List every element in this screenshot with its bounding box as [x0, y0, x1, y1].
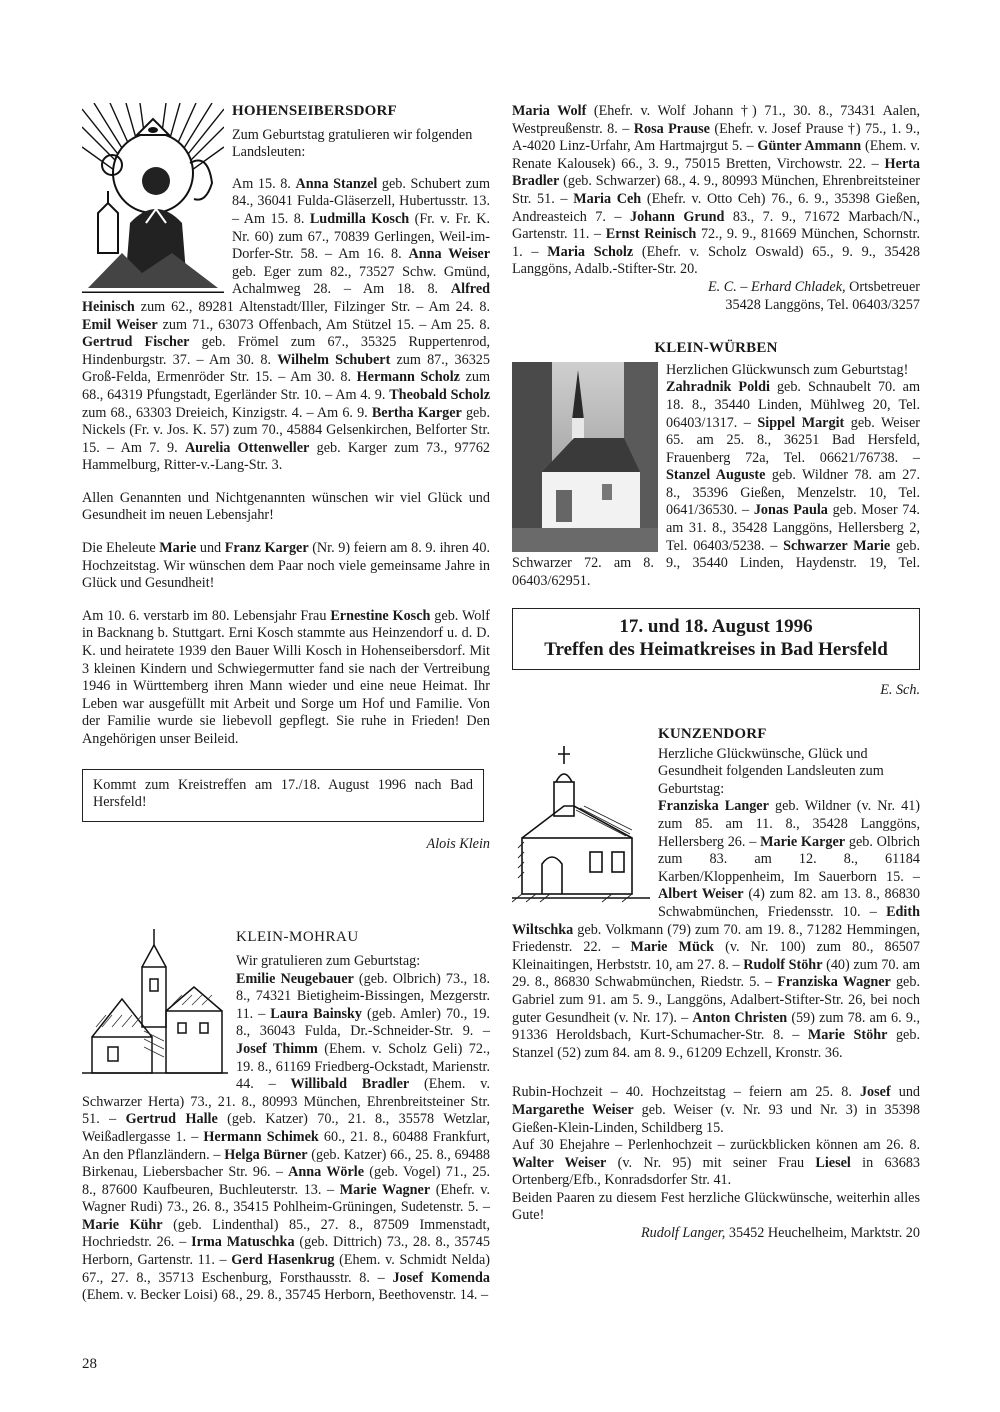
section-title-kunzendorf: KUNZENDORF: [658, 726, 767, 743]
klein-mohrau-birthday-list-continued: Maria Wolf (Ehefr. v. Wolf Johann †) 71., 30. 8., 73431 Aalen, Westpreußenstr. 8. – Rosa Prause (Ehefr. v. Josef Prause †) 75., 1. 9., A-4020 Linz-Urfahr, Am Hartmajrgut 5. – Günter Ammann (Ehem. v. Renate Kalousek) 66., 3. 9., 75015 Bretten, Virchowstr. 22. – Herta Bradler (geb. Schwarzer) 68., 4. 9., 80993 München, Ehrenbreitsteiner Str. 51. – Maria Ceh (Ehefr. v. Otto Ceh) 76., 6. 9., 35398 Gießen, Andreasteich 7. – Johann Grund 83., 7. 9., 71672 Marbach/N., Gartenstr. 11. – Ernst Reinisch 72., 9. 9., 81669 München, Schornstr. 1. – Maria Scholz (Ehefr. v. Scholz Oswald) 65., 9. 9., 35428 Langgöns, Adalb.-Stifter-Str. 20.: [512, 103, 920, 278]
person-name: Marie Stöhr: [807, 1027, 888, 1044]
person-name: Albert Weiser: [658, 886, 744, 903]
person-name: Johann Grund: [629, 208, 725, 225]
klein-mohrau-village-drawing: [82, 927, 228, 1079]
person-name: Herta Bradler: [512, 155, 920, 190]
person-name: Franz Karger: [224, 540, 309, 557]
person-name: Liesel: [815, 1154, 851, 1171]
page-number: 28: [82, 1356, 97, 1372]
hohenseibersdorf-wishes: Allen Genannten und Nichtgenannten wünschen wir viel Glück und Gesundheit im neuen Lebensjahr!: [82, 489, 490, 524]
klein-wuerben-birthday-list: Zahradnik Poldi geb. Schnaubelt 70. am 18. 8., 35440 Linden, Mühlweg 20, Tel. 06403/1317. – Sippel Margit geb. Weiser 65. am 25. 8., 36251 Bad Hersfeld, Frauenberg 72a, Tel. 06621/76738. – Stanzel Auguste geb. Wildner 78. am 27. 8., 35396 Gießen, Menzelstr. 10, Tel. 0641/36530. – Jonas Paula geb. Moser 74. am 31. 8., 35428 Langgöns, Hellersberg 2, Tel. 06403/5238. – Schwarzer Marie geb. Schwarzer 72. am 8. 9., 35440 Linden, Haydenstr. 19, Tel. 06403/62951.: [512, 379, 920, 589]
person-name: Helga Bürner: [224, 1146, 308, 1163]
right-column: Maria Wolf (Ehefr. v. Wolf Johann †) 71., 30. 8., 73431 Aalen, Westpreußenstr. 8. – Rosa Prause (Ehefr. v. Josef Prause †) 75., 1. 9., A-4020 Linz-Urfahr, Am Hartmajrgut 5. – Günter Ammann (Ehem. v. Renate Kalousek) 66., 3. 9., 75015 Bretten, Virchowstr. 22. – Herta Bradler (geb. Schwarzer) 68., 4. 9., 80993 München, Ehrenbreitsteiner Str. 51. – Maria Ceh (Ehefr. v. Otto Ceh) 76., 6. 9., 35398 Gießen, Andreasteich 7. – Johann Grund 83., 7. 9., 71672 Marbach/N., Gartenstr. 11. – Ernst Reinisch 72., 9. 9., 81669 München, Schornstr. 1. – Maria Scholz (Ehefr. v. Scholz Oswald) 65., 9. 9., 35428 Langgöns, Adalb.-Stifter-Str. 20. E. C. – Erhard Chladek, Ortsbetreuer 35428 Langgöns, Tel. 06403/3257 KLEIN-WÜRBEN Herzlichen Glückwunsch zum Geburtstag! Zahradnik Poldi geb. Schnaubelt 70. am 18. 8., 35440 Linden, Mühlweg 20, Tel. 06403/1317. – Sippel Margit geb. Weiser 65. am 25. 8., 36251 Bad Hersfeld, Frauenberg 72a, Tel. 06621/76738. – Stanzel Auguste geb. Wildner 78. am 27. 8., 35396 Gießen, Menzelstr. 10, Tel. 0641/36530. – Jonas Paula geb. Moser 74. am 31. 8., 35428 Langgöns, Hellersberg 2, Tel. 06403/5238. – Schwarzer Marie geb. Schwarzer 72. am 8. 9., 35440 Linden, Haydenstr. 19, Tel. 06403/62951. 17. und 18. August 1996 Treffen des Heimatkreises in Bad Hersfeld E. Sch. KUNZENDORF Herzliche Glückwünsche, Glück und Gesundheit folgenden Landsleuten zum Geburtstag: Franziska Langer geb. Wildner (v. Nr. 41) zum 85. am 11. 8., 35428 Langgöns, Hellersberg 26. – Marie Karger geb. Olbrich zum 83. am 12. 8., 61184 Karben/Kloppenheim, Im Sauerborn 15. – Albert Weiser (4) zum 82. am 13. 8., 86830 Schwabmünchen, Friedensstr. 10. – Edith Wiltschka geb. Volkmann (79) zum 70. am 19. 8., 71282 Hemmingen, Friedenstr. 22. – Marie Mück (v. Nr. 100) zum 80., 86507 Kleinaitingen, Herbststr. 10, am 27. 8. – Rudolf Stöhr (40) zum 70. am 29. 8., 86830 Schwabmünchen, Riedstr. 5. – Franziska Wagner geb. Gabriel zum 91. am 5. 9., Langgöns, Adalbert-Stifter-Str. 26, bei noch guter Gesundheit (v. Nr. 17). – Anton Christen (59) zum 78. am 6. 9., 91336 Heroldsbach, Kurt-Schumacher-Str. 8. – Marie Stöhr geb. Stanzel (52) zum 84. am 8. 9., 61209 Echzell, Kronstr. 36. Rubin-Hochzeit – 40. Hochzeitstag – feiern am 25. 8. Josef und Margarethe Weiser geb. Weiser (v. Nr. 93 und Nr. 3) in 35398 Gießen-Klein-Linden, Schildberg 15. Auf 30 Ehejahre – Perlenhochzeit – zurückblicken können am 26. 8. Walter Weiser (v. Nr. 95) mit seiner Frau Liesel in 63683 Ortenberg/Efb., Konradsdorfer Str. 41. Beiden Paaren zu diesem Fest herzliche Glückwünsche, weiterhin alles Gute! Rudolf Langer, 35452 Heuchelheim, Marktstr. 20: [512, 103, 921, 1242]
person-name: Marie: [159, 540, 197, 557]
person-name: Zahradnik Poldi: [666, 379, 770, 396]
person-name: Rudolf Stöhr: [743, 956, 823, 973]
person-name: Franziska Wagner: [777, 974, 891, 991]
person-name: Maria Ceh: [573, 190, 642, 207]
person-name: Schwarzer Marie: [783, 537, 891, 554]
person-name: Emilie Neugebauer: [236, 970, 354, 987]
person-name: Maria Wolf: [512, 103, 587, 119]
person-name: Rosa Prause: [633, 120, 710, 137]
event-title: Treffen des Heimatkreises in Bad Hersfeld: [544, 639, 888, 661]
person-name: Marie Wagner: [339, 1181, 431, 1198]
person-name: Sippel Margit: [757, 414, 845, 431]
hohenseibersdorf-greeting: Zum Geburtstag gratulieren wir folgenden Landsleuten:: [232, 126, 473, 161]
heimatkreis-event-box: [512, 608, 920, 670]
kunzendorf-greeting: Herzliche Glückwünsche, Glück und Gesundheit folgenden Landsleuten zum Geburtstag:: [658, 745, 884, 797]
klein-mohrau-birthday-list: Emilie Neugebauer (geb. Olbrich) 73., 18. 8., 74321 Bietigheim-Bissingen, Mezgerstr. 11. – Laura Bainsky (geb. Amler) 70., 19. 8., 36043 Fulda, Dr.-Schneider-Str. 9. – Josef Thimm (Ehem. v. Scholz Geli) 72., 19. 8., 61169 Friedberg-Ockstadt, Marienstr. 44. – Willibald Bradler (Ehem. v. Schwarzer Herta) 73., 21. 8., 80993 München, Ehrenbreitsteiner Str. 51. – Gertrud Halle (geb. Katzer) 70., 21. 8., 35578 Wetzlar, Weißadlergasse 1. – Hermann Schimek 60., 21. 8., 60488 Frankfurt, An den Pflanzländern. – Helga Bürner (geb. Katzer) 66., 25. 8., 69488 Birkenau, Liebersbacher Str. 96. – Anna Wörle (geb. Vogel) 71., 25. 8., 87600 Kaufbeuren, Buchleuterstr. 13. – Marie Wagner (Ehefr. v. Wagner Rudi) 73., 26. 8., 35415 Pohlheim-Grüningen, Sudetenstr. 5. – Marie Kühr (geb. Lindenthal) 85., 27. 8., 87509 Immenstadt, Hochriedstr. 26. – Irma Matuschka (geb. Dittrich) 73., 28. 8., 35745 Herborn, Gartenstr. 11. – Gerd Hasenkrug (Ehem. v. Schmidt Nelda) 67., 27. 8., 35713 Eschenburg, Forsthausstr. 8. – Josef Komenda (Ehem. v. Becker Loisi) 68., 29. 8., 35745 Herborn, Beethovenstr. 14. –: [82, 970, 491, 1304]
person-name: Josef: [859, 1084, 891, 1101]
signature-e-sch: E. Sch.: [880, 682, 920, 699]
person-name: Gertrud Fischer: [82, 334, 190, 351]
person-name: Alfred Heinisch: [82, 281, 491, 315]
klein-wuerben-chapel-photo: [512, 362, 658, 552]
person-name: Willibald Bradler: [290, 1076, 410, 1093]
person-name: Josef Thimm: [236, 1040, 318, 1057]
person-name: Hermann Scholz: [356, 369, 460, 386]
person-name: Irma Matuschka: [191, 1234, 295, 1251]
signature-alois-klein: Alois Klein: [426, 835, 490, 852]
person-name: Franziska Langer: [658, 798, 769, 815]
pearl-wedding-notice: Auf 30 Ehejahre – Perlenhochzeit – zurückblicken können am 26. 8. Walter Weiser (v. Nr. 95) mit seiner Frau Liesel in 63683 Ortenberg/Efb., Konradsdorfer Str. 41.: [512, 1137, 921, 1189]
person-name: Anna Stanzel: [295, 175, 378, 192]
event-date: 17. und 18. August 1996: [619, 616, 813, 638]
person-name: Aurelia Ottenweller: [184, 439, 310, 456]
person-name: Theobald Scholz: [389, 386, 490, 403]
section-title-klein-mohrau: KLEIN-MOHRAU: [236, 929, 359, 946]
person-name: Anna Wörle: [288, 1164, 365, 1181]
person-name: Anton Christen: [692, 1009, 788, 1026]
person-name: Margarethe Weiser: [512, 1101, 634, 1118]
obituary: Am 10. 6. verstarb im 80. Lebensjahr Frau Ernestine Kosch geb. Wolf in Backnang b. Stuttgart. Erni Kosch stammte aus Heinzendorf u. d. D. K. und heiratete 1939 den Bauer Willi Kosch in Hohenseibersdorf. Mit 3 kleinen Kindern und Schwiegermutter fand sie nach der Vertreibung 1946 in Württemberg ihren Mann wieder und eine neue Heimat. Ihr Leben war ausgefüllt mit Arbeit und Sorge um Hof und Familie. Von der Familie wurde sie liebevoll gepflegt. Sie ruhe in Frieden! Den Angehörigen unser Beileid.: [82, 607, 491, 747]
person-name: Ernestine Kosch: [330, 607, 431, 624]
kunzendorf-birthday-list: Franziska Langer geb. Wildner (v. Nr. 41) zum 85. am 11. 8., 35428 Langgöns, Hellersberg 26. – Marie Karger geb. Olbrich zum 83. am 12. 8., 61184 Karben/Kloppenheim, Im Sauerborn 15. – Albert Weiser (4) zum 82. am 13. 8., 86830 Schwabmünchen, Friedensstr. 10. – Edith Wiltschka geb. Volkmann (79) zum 70. am 19. 8., 71282 Hemmingen, Friedenstr. 22. – Marie Mück (v. Nr. 100) zum 80., 86507 Kleinaitingen, Herbststr. 10, am 27. 8. – Rudolf Stöhr (40) zum 70. am 29. 8., 86830 Schwabmünchen, Riedstr. 5. – Franziska Wagner geb. Gabriel zum 91. am 5. 9., Langgöns, Adalbert-Stifter-Str. 26, bei noch guter Gesundheit (v. Nr. 17). – Anton Christen (59) zum 78. am 6. 9., 91336 Heroldsbach, Kurt-Schumacher-Str. 8. – Marie Stöhr geb. Stanzel (52) zum 84. am 8. 9., 61209 Echzell, Kronstr. 36.: [512, 798, 921, 1061]
kreistreffen-notice-box: Kommt zum Kreistreffen am 17./18. August 1996 nach Bad Hersfeld!: [82, 769, 484, 822]
person-name: Bertha Karger: [371, 404, 462, 421]
left-column: [82, 103, 490, 1305]
person-name: Walter Weiser: [512, 1154, 607, 1171]
person-name: Gerd Hasenkrug: [231, 1252, 335, 1269]
person-name: Laura Bainsky: [270, 1005, 363, 1022]
ruby-wedding-notice: Rubin-Hochzeit – 40. Hochzeitstag – feiern am 25. 8. Josef und Margarethe Weiser geb. Weiser (v. Nr. 93 und Nr. 3) in 35398 Gießen-Klein-Linden, Schildberg 15.: [512, 1084, 921, 1136]
person-name: Marie Karger: [760, 833, 846, 850]
kunzendorf-signature: Rudolf Langer, 35452 Heuchelheim, Marktstr. 20: [641, 1225, 920, 1242]
section-title-klein-wuerben: KLEIN-WÜRBEN: [654, 340, 778, 357]
person-name: Wilhelm Schubert: [277, 351, 391, 368]
person-name: Josef Komenda: [392, 1269, 490, 1286]
hohenseibersdorf-birthday-list: Am 15. 8. Anna Stanzel geb. Schubert zum 84., 36041 Fulda-Gläserzell, Hubertusstr. 13. – Am 15. 8. Ludmilla Kosch (Fr. v. Fr. K. Nr. 60) zum 67., 70839 Gerlingen, Weil-im-Dorfer-Str. 58. – Am 16. 8. Anna Weiser geb. Eger zum 82., 73527 Schw. Gmünd, Achalmweg 28. – Am 18. 8. Alfred Heinisch zum 62., 89281 Altenstadt/Iller, Filzinger Str. – Am 24. 8. Emil Weiser zum 71., 63073 Offenbach, Am Stützel 15. – Am 25. 8. Gertrud Fischer geb. Frömel zum 67., 35325 Ruppertenrod, Hindenburgstr. 37. – Am 30. 8. Wilhelm Schubert zum 87., 36325 Groß-Felda, Ermenröder Str. 15. – Am 30. 8. Hermann Scholz zum 68., 64319 Pfungstadt, Egerländer Str. 10. – Am 4. 9. Theobald Scholz zum 68., 63303 Dreieich, Kinzigstr. 4. – Am 6. 9. Bertha Karger geb. Nickels (Fr. v. Jos. K. 57) zum 70., 45884 Gelsenkirchen, Belforter Str. 15. – Am 7. 9. Aurelia Ottenweller geb. Karger zum 73., 97762 Hammelburg, Ritter-v.-Lang-Str. 3.: [82, 175, 491, 474]
klein-mohrau-greeting: Wir gratulieren zum Geburtstag:: [236, 952, 421, 969]
person-name: Edith Wiltschka: [512, 903, 920, 938]
person-name: Jonas Paula: [753, 502, 828, 519]
hohenseibersdorf-anniversary: Die Eheleute Marie und Franz Karger (Nr. 9) feiern am 8. 9. ihren 40. Hochzeitstag. Wir wünschen dem Paar noch viele gemeinsame Jahre in Glück und Gesundheit!: [82, 540, 491, 592]
person-name: Maria Scholz: [547, 243, 634, 260]
section-title-hohenseibersdorf: HOHENSEIBERSDORF: [232, 103, 397, 119]
person-name: Günter Ammann: [757, 138, 862, 155]
saint-woodcut-image: [82, 103, 224, 293]
person-name: Ernst Reinisch: [605, 226, 697, 243]
person-name: Stanzel Auguste: [666, 467, 766, 484]
person-name: Marie Mück: [630, 939, 715, 956]
kunzendorf-closing: Beiden Paaren zu diesem Fest herzliche Glückwünsche, weiterhin alles Gute!: [512, 1189, 920, 1224]
person-name: Hermann Schimek: [203, 1128, 319, 1145]
person-name: Marie Kühr: [82, 1216, 163, 1233]
person-name: Gertrud Halle: [125, 1111, 218, 1128]
person-name: Ludmilla Kosch: [309, 210, 410, 227]
person-name: Emil Weiser: [82, 316, 158, 333]
klein-wuerben-greeting: Herzlichen Glückwunsch zum Geburtstag!: [666, 361, 909, 378]
kunzendorf-church-drawing: [512, 746, 650, 906]
person-name: Anna Weiser: [408, 246, 491, 263]
